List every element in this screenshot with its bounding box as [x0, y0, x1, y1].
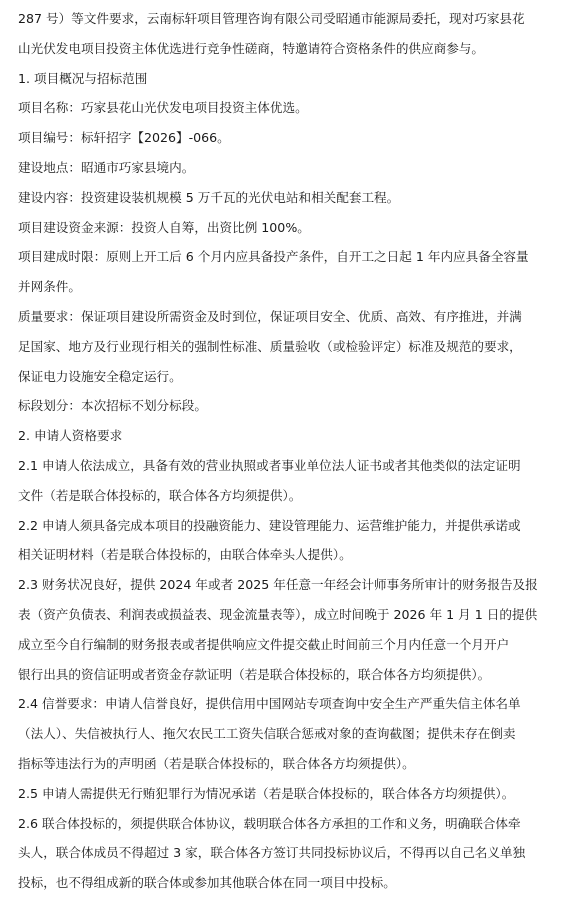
text-line: 表（资产负债表、利润表或损益表、现金流量表等），成立时间晚于 2026 年 1 月 1 日的提供	[18, 606, 538, 622]
text-line: 投标，也不得组成新的联合体或参加其他联合体在同一项目中投标。	[18, 875, 396, 891]
text-line: 文件（若是联合体投标的，联合体各方均须提供）。	[18, 487, 302, 503]
section-heading: 1. 项目概况与招标范围	[18, 70, 148, 86]
text-line: 2.5 申请人需提供无行贿犯罪行为情况承诺（若是联合体投标的，联合体各方均须提供）。	[18, 785, 515, 801]
text-line: 2.4 信誉要求：申请人信誉良好，提供信用中国网站专项查询中安全生产严重失信主体名单	[18, 696, 521, 712]
text-line: 质量要求：保证项目建设所需资金及时到位，保证项目安全、优质、高效、有序推进，并满	[18, 308, 522, 324]
text-line: 成立至今自行编制的财务报表或者提供响应文件提交截止时间前三个月内任意一个月开户	[18, 636, 510, 652]
text-line: 2.6 联合体投标的，须提供联合体协议，载明联合体各方承担的工作和义务，明确联合体牵	[18, 815, 521, 831]
text-line: 并网条件。	[18, 279, 81, 295]
lot-division: 标段划分：本次招标不划分标段。	[18, 398, 207, 414]
text-line: 山光伏发电项目投资主体优选进行竞争性磋商，特邀请符合资格条件的供应商参与。	[18, 40, 484, 56]
section-heading: 2. 申请人资格要求	[18, 428, 123, 444]
project-content: 建设内容：投资建设装机规模 5 万千瓦的光伏电站和相关配套工程。	[18, 189, 400, 205]
text-line: 指标等违法行为的声明函（若是联合体投标的，联合体各方均须提供）。	[18, 755, 415, 771]
text-line: 相关证明材料（若是联合体投标的，由联合体牵头人提供）。	[18, 547, 352, 563]
text-line: 足国家、地方及行业现行相关的强制性标准、质量验收（或检验评定）标准及规范的要求，	[18, 338, 522, 354]
funding-source: 项目建设资金来源：投资人自筹，出资比例 100%。	[18, 219, 310, 235]
text-line: 头人，联合体成员不得超过 3 家，联合体各方签订共同投标协议后，不得再以自己名义单独	[18, 845, 526, 861]
project-name: 项目名称：巧家县花山光伏发电项目投资主体优选。	[18, 100, 308, 116]
text-line: 2.2 申请人须具备完成本项目的投融资能力、建设管理能力、运营维护能力，并提供承诺或	[18, 517, 521, 533]
project-number: 项目编号：标轩招字【2026】-066。	[18, 130, 230, 146]
text-line: 保证电力设施安全稳定运行。	[18, 368, 182, 384]
text-line: 2.1 申请人依法成立，具备有效的营业执照或者事业单位法人证书或者其他类似的法定证明	[18, 457, 521, 473]
project-location: 建设地点：昭通市巧家县境内。	[18, 159, 195, 175]
text-line: 银行出具的资信证明或者资金存款证明（若是联合体投标的，联合体各方均须提供）。	[18, 666, 491, 682]
text-line: 项目建成时限：原则上开工后 6 个月内应具备投产条件，自开工之日起 1 年内应具备全容量	[18, 249, 529, 265]
text-line: 287 号）等文件要求，云南标轩项目管理咨询有限公司受昭通市能源局委托，现对巧家县花	[18, 11, 525, 26]
text-line: （法人）、失信被执行人、拖欠农民工工资失信联合惩戒对象的查询截图；提供未存在倒卖	[18, 726, 516, 742]
text-line: 2.3 财务状况良好，提供 2024 年或者 2025 年任意一年经会计师事务所审计的财务报告及报	[18, 577, 538, 593]
